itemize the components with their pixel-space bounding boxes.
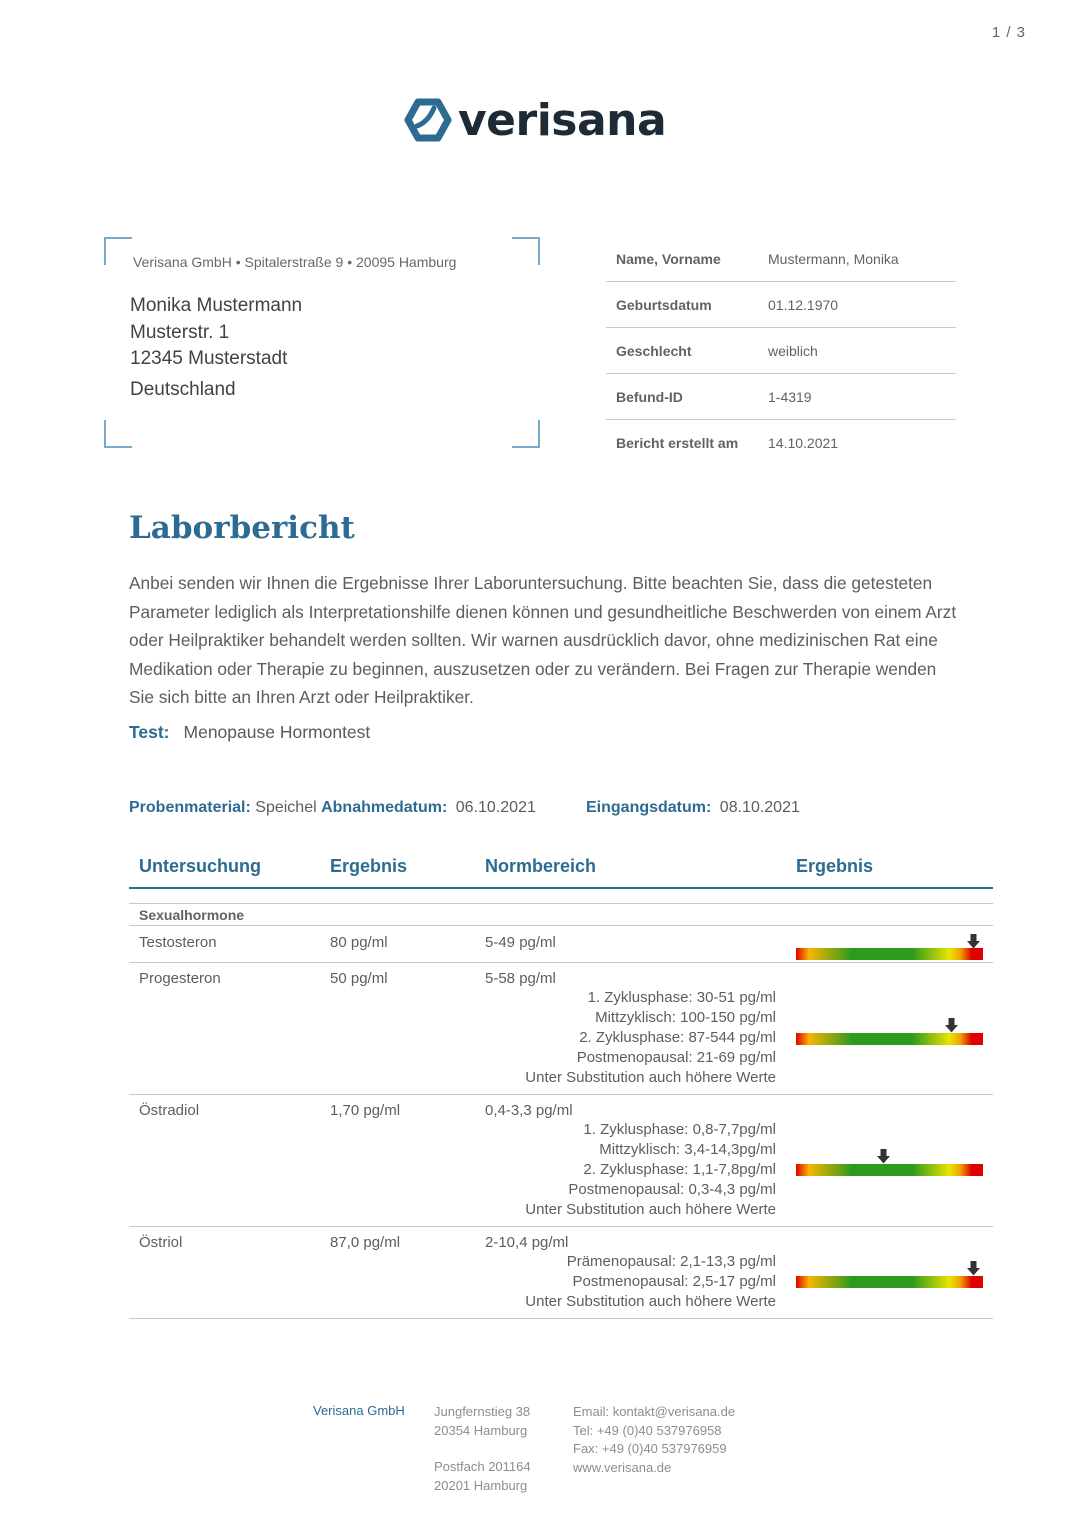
row-range: 5-49 pg/ml	[485, 934, 556, 951]
range-detail: 1. Zyklusphase: 0,8-7,7pg/ml	[583, 1121, 776, 1138]
patient-info-table	[606, 236, 956, 465]
meta-label: Eingangsdatum:	[586, 799, 712, 816]
col-header-normbereich: Normbereich	[485, 856, 597, 876]
meta-label: Abnahmedatum:	[321, 799, 448, 816]
col-header-ergebnis: Ergebnis	[330, 856, 408, 876]
range-detail: 2. Zyklusphase: 1,1-7,8pg/ml	[583, 1161, 776, 1178]
info-value: 14.10.2021	[768, 434, 839, 451]
logo-wordmark: verisana	[458, 94, 667, 146]
footer-address-line: 20201 Hamburg	[434, 1477, 528, 1493]
footer-website: www.verisana.de	[573, 1459, 672, 1475]
page-title: Laborbericht	[129, 510, 355, 546]
divider	[129, 1226, 993, 1227]
info-label: Name, Vorname	[616, 250, 721, 267]
meta-probenmaterial	[129, 799, 536, 817]
info-label: Geburtsdatum	[616, 296, 712, 313]
row-range: 5-58 pg/ml	[485, 970, 556, 987]
info-label: Geschlecht	[616, 342, 692, 359]
header-rule	[129, 887, 993, 889]
result-scale-bar	[796, 1033, 983, 1045]
info-value: 1-4319	[768, 388, 812, 405]
sender-line: Verisana GmbH • Spitalerstraße 9 • 20095 Hamburg	[133, 254, 457, 270]
footer-address-line: Jungfernstieg 38	[434, 1404, 531, 1419]
range-detail: Mittzyklisch: 3,4-14,3pg/ml	[599, 1141, 776, 1158]
table-bottom-rule	[129, 1318, 993, 1319]
footer-fax: Fax: +49 (0)40 537976959	[573, 1441, 727, 1456]
row-result: 50 pg/ml	[330, 970, 388, 987]
result-marker-arrow-icon	[876, 1149, 891, 1164]
test-line	[129, 722, 370, 743]
info-row-report-date	[606, 420, 956, 465]
info-value: 01.12.1970	[768, 296, 839, 313]
info-value: Mustermann, Monika	[768, 250, 899, 267]
footer-address-line: 20354 Hamburg	[434, 1422, 528, 1438]
footer-address	[434, 1403, 531, 1495]
range-detail: Postmenopausal: 21-69 pg/ml	[576, 1049, 776, 1066]
info-row-befund-id	[606, 374, 956, 420]
meta-value: 06.10.2021	[455, 799, 536, 816]
address-frame-corner	[104, 237, 132, 265]
footer-contact	[573, 1403, 735, 1477]
result-scale-bar	[796, 948, 983, 960]
verisana-logo-icon	[404, 98, 452, 142]
group-label: Sexualhormone	[139, 907, 245, 923]
result-scale-bar	[796, 1276, 983, 1288]
divider	[129, 903, 993, 904]
range-detail: 2. Zyklusphase: 87-544 pg/ml	[579, 1029, 776, 1046]
divider	[129, 925, 993, 926]
range-detail: 1. Zyklusphase: 30-51 pg/ml	[587, 989, 776, 1006]
row-result: 87,0 pg/ml	[330, 1234, 401, 1251]
range-detail: Mittzyklisch: 100-150 pg/ml	[595, 1009, 776, 1026]
range-detail: Postmenopausal: 0,3-4,3 pg/ml	[568, 1181, 776, 1198]
address-frame-corner	[104, 420, 132, 448]
col-header-untersuchung: Untersuchung	[139, 856, 262, 876]
divider	[129, 1094, 993, 1095]
row-result: 80 pg/ml	[330, 934, 388, 951]
recipient-street: Musterstr. 1	[130, 322, 230, 343]
row-name: Östradiol	[139, 1102, 200, 1119]
result-scale-bar	[796, 1164, 983, 1176]
verisana-logo	[404, 94, 666, 146]
test-label: Test:	[129, 722, 170, 742]
footer-email: Email: kontakt@verisana.de	[573, 1404, 736, 1419]
result-marker-arrow-icon	[966, 934, 981, 949]
recipient-city: 12345 Musterstadt	[130, 348, 288, 369]
row-range: 0,4-3,3 pg/ml	[485, 1102, 573, 1119]
row-name: Progesteron	[139, 970, 221, 987]
recipient-name: Monika Mustermann	[130, 295, 303, 316]
footer-company: Verisana GmbH	[313, 1403, 405, 1418]
meta-value: 08.10.2021	[719, 799, 800, 816]
address-frame-corner	[512, 420, 540, 448]
row-result: 1,70 pg/ml	[330, 1102, 401, 1119]
range-detail: Unter Substitution auch höhere Werte	[525, 1069, 776, 1086]
result-marker-arrow-icon	[944, 1018, 959, 1033]
info-label: Bericht erstellt am	[616, 434, 739, 451]
recipient-country: Deutschland	[130, 379, 236, 400]
footer-phone: Tel: +49 (0)40 537976958	[573, 1422, 722, 1438]
meta-eingangsdatum	[586, 799, 800, 817]
result-marker-arrow-icon	[966, 1261, 981, 1276]
address-frame-corner	[512, 237, 540, 265]
range-detail: Prämenopausal: 2,1-13,3 pg/ml	[566, 1253, 776, 1270]
meta-label: Probenmaterial:	[129, 799, 251, 816]
range-detail: Postmenopausal: 2,5-17 pg/ml	[572, 1273, 776, 1290]
row-name: Testosteron	[139, 934, 217, 951]
meta-value: Speichel	[255, 799, 317, 816]
range-detail: Unter Substitution auch höhere Werte	[525, 1293, 776, 1310]
info-label: Befund-ID	[616, 388, 683, 405]
divider	[129, 962, 993, 963]
intro-paragraph: Anbei senden wir Ihnen die Ergebnisse Ihrer Laboruntersuchung. Bitte beachten Sie, dass die getesteten Parameter lediglich als Interpretationshilfe dienen können und gesundheitliche Beschwerden von einem Arzt oder Heilpraktiker behandelt werden sollten. Wir warnen ausdrücklich davor, ohne medizinischen Rat eine Medikation oder Therapie zu beginnen, auszusetzen oder zu verändern. Bei Fragen zur Therapie wenden Sie sich bitte an Ihren Arzt oder Heilpraktiker.	[129, 573, 957, 707]
range-detail: Unter Substitution auch höhere Werte	[525, 1201, 776, 1218]
test-value: Menopause Hormontest	[183, 722, 371, 742]
row-name: Östriol	[139, 1234, 183, 1251]
row-range: 2-10,4 pg/ml	[485, 1234, 569, 1251]
page-number: 1 / 3	[991, 24, 1026, 41]
col-header-ergebnis-bar: Ergebnis	[796, 856, 874, 876]
footer-address-line: Postfach 201164	[434, 1459, 531, 1474]
info-value: weiblich	[768, 342, 818, 359]
info-row-name	[606, 236, 956, 282]
info-row-birthdate	[606, 282, 956, 328]
info-row-sex	[606, 328, 956, 374]
